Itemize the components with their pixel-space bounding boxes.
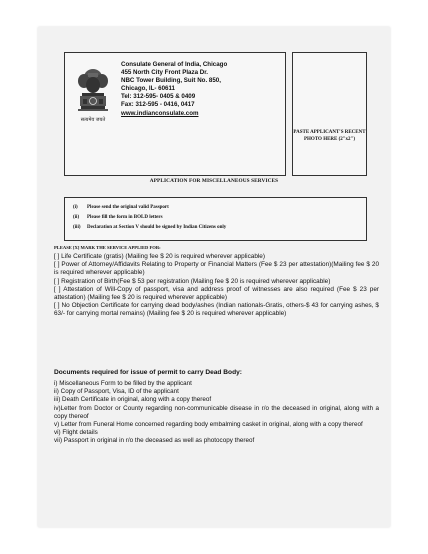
service-option[interactable]: [ ] Power of Attorney/Affidavits Relating to Property or Financial Matters (Fee $ 23 per attestation)(Mailing fee $ 20 is required wherever applicable) [54, 261, 379, 277]
instructions-box [64, 197, 367, 241]
document-page [38, 27, 390, 527]
instruction-item: (i) Please send the original valid Passport [73, 205, 169, 210]
service-option[interactable]: [ ] Life Certificate (gratis) (Mailing fee $ 20 is required wherever applicable) [54, 253, 265, 260]
service-option[interactable]: [ ] No Objection Certificate for carrying dead body/ashes (Indian nationals-Gratis, others-$ 43 for carrying ashes, $ 63/- for carrying mortal remains) (Mailing fee $ 20 is required wherever applicable) [54, 302, 379, 318]
address-line: 455 North City Front Plaza Dr. [121, 69, 208, 77]
document-item: vi) Flight details [54, 429, 98, 437]
document-item: iv)Letter from Doctor or County regarding non-communicable disease in r/o the deceased in original, along with a copy thereof [54, 404, 379, 420]
photo-box [292, 52, 367, 176]
national-emblem-icon [72, 63, 114, 141]
svg-text:सत्यमेव जयते: सत्यमेव जयते [80, 117, 106, 123]
consulate-address [121, 61, 227, 118]
website-link[interactable]: www.indianconsulate.com [121, 109, 199, 117]
fax-line: Fax: 312-595 - 0416, 0417 [121, 101, 195, 109]
document-item: ii) Copy of Passport, Visa, ID of the applicant [54, 388, 179, 396]
address-line: Chicago, IL- 60611 [121, 85, 175, 93]
address-line: NBC Tower Building, Suit No. 850, [121, 77, 221, 85]
document-item: i) Miscellaneous Form to be filled by the applicant [54, 380, 192, 387]
documents-list [54, 380, 379, 446]
address-line: Consulate General of India, Chicago [121, 61, 228, 68]
instruction-item: (iii) Declaration at Section V should be signed by Indian Citizens only [73, 225, 227, 230]
document-item: vii) Passport in original in r/o the deceased as well as photocopy thereof [54, 437, 255, 445]
document-item: iii) Death Certificate in original, along with a copy thereof [54, 396, 212, 404]
documents-heading: Documents required for issue of permit to carry Dead Body: [54, 369, 242, 376]
instruction-item: (ii) Please fill the form in BOLD letters [73, 215, 163, 220]
photo-instruction: PASTE APPLICANT'S RECENT PHOTO HERE (2"x2") [293, 130, 366, 142]
phone-line: Tel: 312-595- 0405 & 0409 [121, 93, 196, 101]
document-item: v) Letter from Funeral Home concerned regarding body embalming casket in original, along with a copy thereof [54, 421, 363, 429]
service-option[interactable]: [ ] Registration of Birth(Fee $ 53 per registration (Mailing fee $ 20 is required wherever applicable) [54, 277, 331, 285]
service-option[interactable]: [ ] Attestation of Will-Copy of passport, visa and address proof of witnesses are also required (Fee $ 23 per attestation) (Mailing fee $ 20 is required wherever applicable) [54, 285, 379, 302]
consulate-header-box [64, 52, 286, 176]
form-title: APPLICATION FOR MISCELLANEOUS SERVICES [149, 178, 279, 184]
service-mark-heading: PLEASE [X] MARK THE SERVICE APPLIED FOR: [54, 245, 161, 250]
service-options-list [54, 253, 379, 319]
